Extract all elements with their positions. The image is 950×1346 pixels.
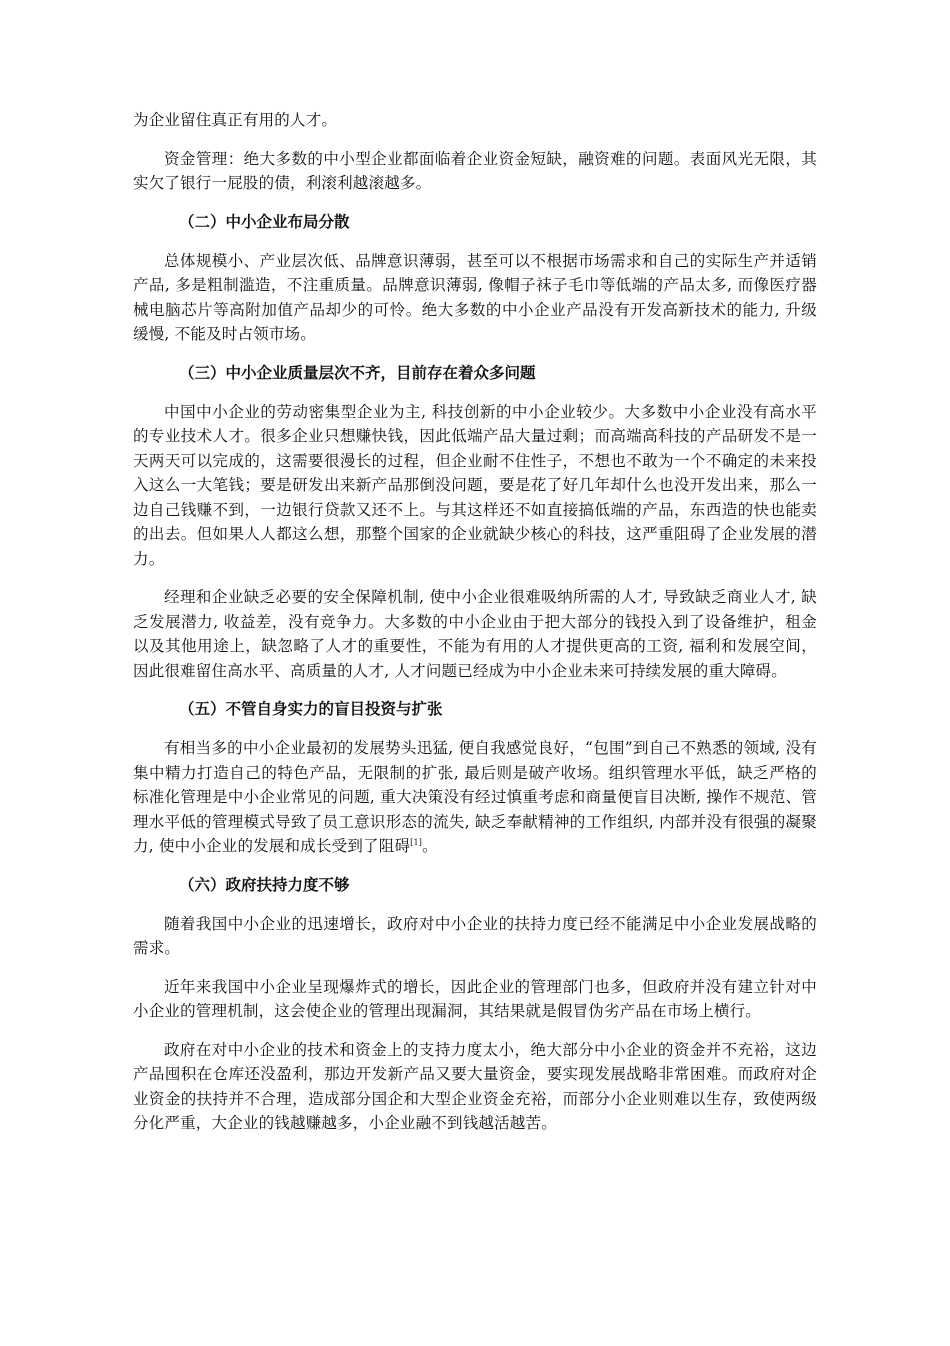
citation-marker: [1] bbox=[410, 837, 423, 847]
section-heading-6: （六）政府扶持力度不够 bbox=[179, 875, 350, 894]
section-heading-2: （二）中小企业布局分散 bbox=[179, 212, 350, 231]
section-heading-5: （五）不管自身实力的盲目投资与扩张 bbox=[179, 700, 443, 718]
paragraph-funding-support: 政府在对中小企业的技术和资金上的支持力度太小，绝大部分中小企业的资金并不充裕，这边产品囤积在仓库还没盈利，那边开发新产品又要大量资金，要实现发展战略非常困难。而政府对企业资金的扶持并不合理，造成部分国企和大型企业资金充裕，而部分小企业则难以生存，致使两级分化严重，大企业的钱越赚越多，小企业融不到钱越活越苦。 bbox=[133, 1040, 817, 1132]
paragraph-capital-management: 资金管理：绝大多数的中小型企业都面临着企业资金短缺，融资难的问题。表面风光无限，其实欠了银行一屁股的债，利滚利越滚越多。 bbox=[133, 149, 817, 192]
paragraph-scattered-layout: 总体规模小、产业层次低、品牌意识薄弱，甚至可以不根据市场需求和自己的实际生产并适销产品, 多是粗制滥造，不注重质量。品牌意识薄弱, 像帽子袜子毛巾等低端的产品太多, 而像医疗器械电脑芯片等高附加值产品却少的可怜。绝大多数的中小企业产品没有开发高新技术的能力, 升级缓慢, 不能及时占领市场。 bbox=[133, 251, 817, 343]
paragraph-government-support: 随着我国中小企业的迅速增长，政府对中小企业的扶持力度已经不能满足中小企业发展战略的需求。 bbox=[133, 914, 817, 957]
paragraph-blind-expansion-text: 有相当多的中小企业最初的发展势头迅猛, 便自我感觉良好，“包围”到自己不熟悉的领域, 没有集中精力打造自己的特色产品，无限制的扩张, 最后则是破产收场。组织管理水平低，缺乏严格的标准化管理是中小企业常见的问题, 重大决策没有经过慎重考虑和商量便盲目决断, 操作不规范、管理水平低的管理模式导致了员工意识形态的流失, 缺乏奉献精神的工作组织, 内部并没有很强的凝聚力, 使中小企业的发展和成长受到了阻碍 bbox=[133, 739, 817, 855]
document-page bbox=[133, 108, 817, 1150]
paragraph-quality-levels: 中国中小企业的劳动密集型企业为主, 科技创新的中小企业较少。大多数中小企业没有高水平的专业技术人才。很多企业只想赚快钱，因此低端产品大量过剩；而高端高科技的产品研发不是一天两天可以完成的，这需要很漫长的过程，但企业耐不住性子，不想也不敢为一个不确定的未来投入这么一大笔钱；要是研发出来新产品那倒没问题，要是花了好几年却什么也没开发出来，那么一边自己钱赚不到，一边银行贷款又还不上。与其这样还不如直接搞低端的产品，东西造的快也能卖的出去。但如果人人都这么想，那整个国家的企业就缺少核心的科技，这严重阻碍了企业发展的潜力。 bbox=[133, 402, 817, 568]
paragraph-blind-expansion bbox=[133, 736, 817, 859]
paragraph-security-mechanism: 经理和企业缺乏必要的安全保障机制, 使中小企业很难吸纳所需的人才, 导致缺乏商业人才, 缺乏发展潜力, 收益差，没有竞争力。大多数的中小企业由于把大部分的钱投入到了设备维护，租金以及其他用途上，缺忽略了人才的重要性，不能为有用的人才提供更高的工资, 福利和发展空间，因此很难留住高水平、高质量的人才, 人才问题已经成为中小企业未来可持续发展的重大障碍。 bbox=[133, 588, 817, 680]
paragraph-talent-retention-end: 为企业留住真正有用的人才。 bbox=[133, 111, 338, 129]
section-heading-3: （三）中小企业质量层次不齐，目前存在着众多问题 bbox=[179, 363, 536, 382]
paragraph-management-mechanism: 近年来我国中小企业呈现爆炸式的增长，因此企业的管理部门也多，但政府并没有建立针对中小企业的管理机制，这会使企业的管理出现漏洞，其结果就是假冒伪劣产品在市场上横行。 bbox=[133, 977, 817, 1020]
paragraph-blind-expansion-end: 。 bbox=[422, 837, 438, 855]
